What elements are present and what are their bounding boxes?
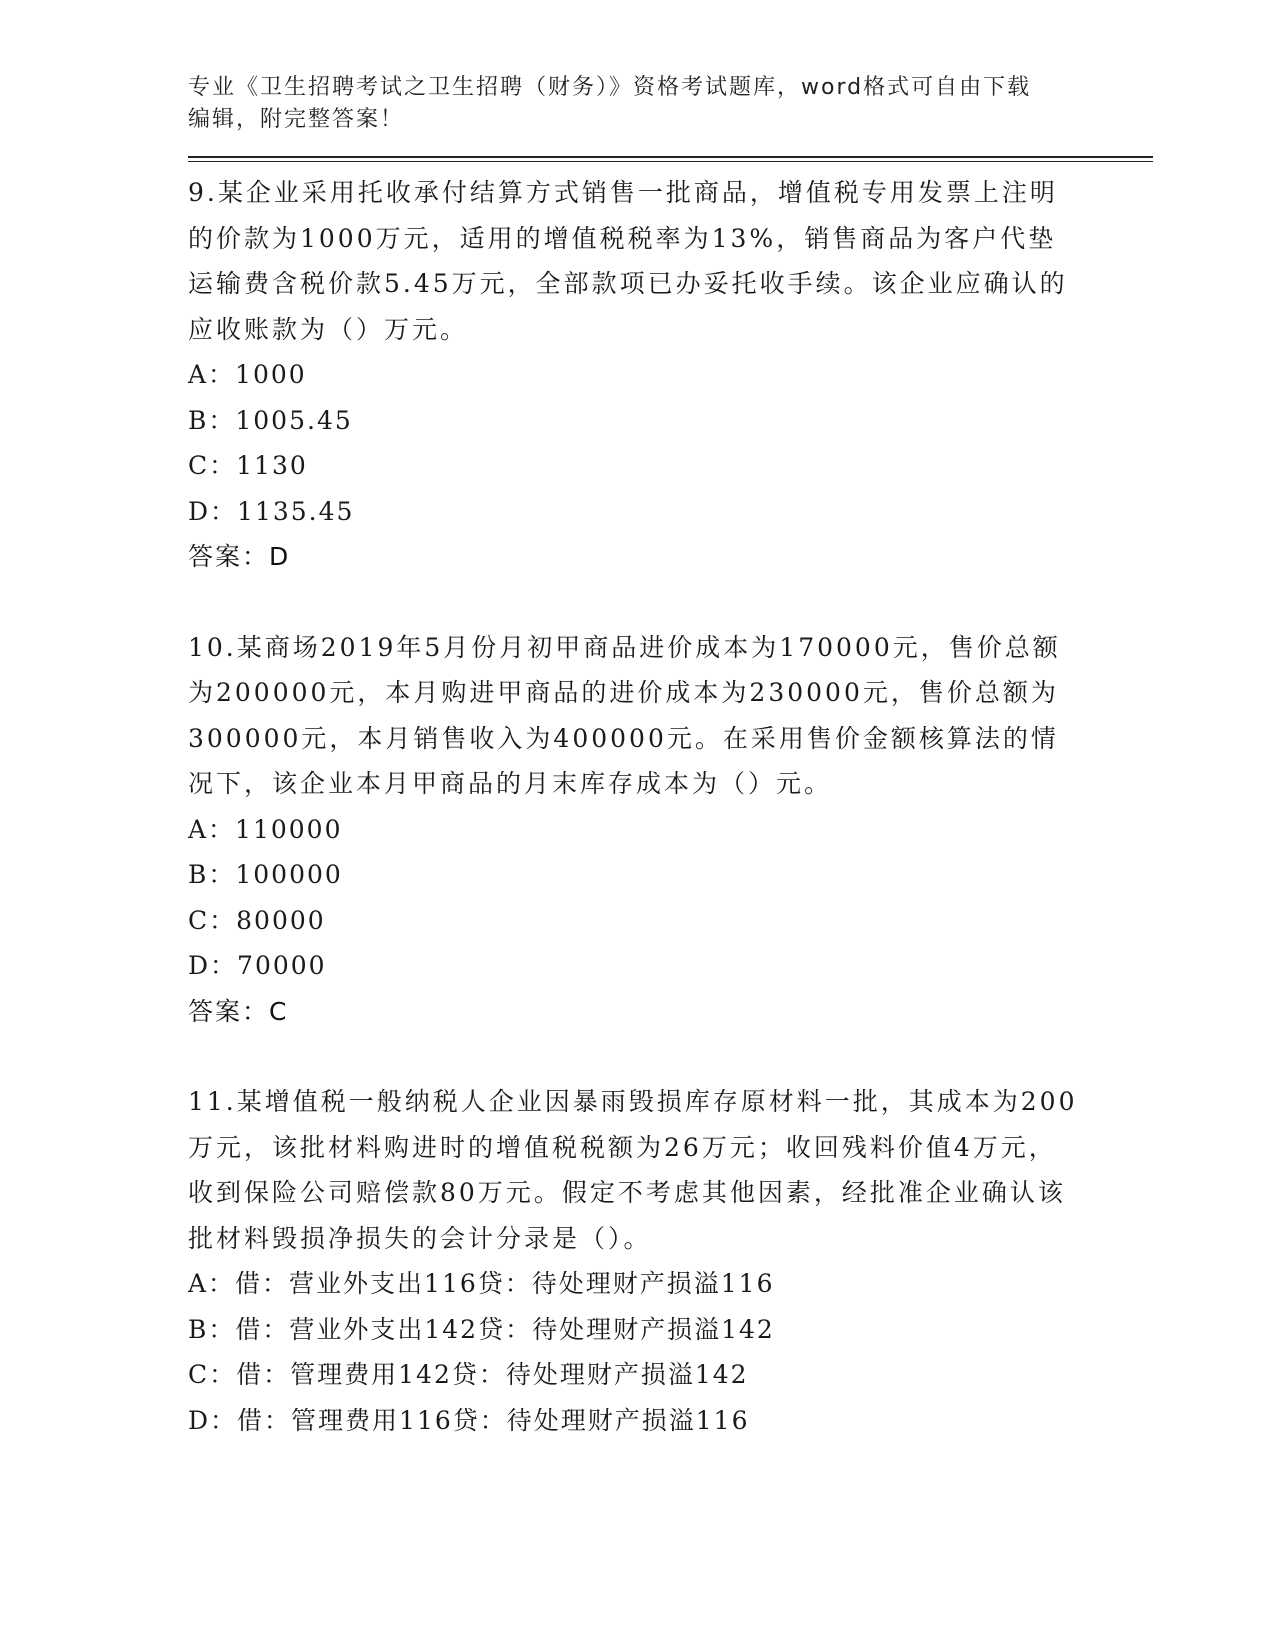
- header-line-2: 编辑，附完整答案！: [188, 107, 405, 132]
- option-c: C：80000: [188, 905, 326, 935]
- spacer: [188, 580, 1148, 625]
- option-a: A：1000: [188, 360, 307, 389]
- option-a: A：借：营业外支出116贷：待处理财产损溢116: [188, 1269, 775, 1298]
- option-c: C：借：管理费用142贷：待处理财产损溢142: [188, 1360, 749, 1389]
- question-stem: 9.某企业采用托收承付结算方式销售一批商品，增值税专用发票上注明的价款为1000万元，适用的增值税税率为13%，销售商品为客户代垫运输费含税价款5.45万元，全部款项已办妥托收手续。该企业应确认的应收账款为（）万元。: [188, 178, 1068, 344]
- question-stem: 11.某增值税一般纳税人企业因暴雨毁损库存原材料一批，其成本为200万元，该批材料购进时的增值税税额为26万元；收回残料价值4万元，收到保险公司赔偿款80万元。假定不考虑其他因素，经批准企业确认该批材料毁损净损失的会计分录是（）。: [188, 1087, 1078, 1253]
- answer: 答案：C: [188, 996, 289, 1026]
- option-d: D：70000: [188, 951, 327, 980]
- option-c: C：1130: [188, 451, 308, 480]
- question-10: [188, 625, 1148, 1035]
- option-b: B：借：营业外支出142贷：待处理财产损溢142: [188, 1314, 775, 1344]
- question-stem: 10.某商场2019年5月份月初甲商品进价成本为170000元，售价总额为200000元，本月购进甲商品的进价成本为230000元，售价总额为300000元，本月销售收入为400000元。在采用售价金额核算法的情况下，该企业本月甲商品的月末库存成本为（）元。: [188, 632, 1061, 798]
- option-d: D：1135.45: [188, 496, 355, 526]
- option-b: B：1005.45: [188, 405, 353, 435]
- document-header: [188, 72, 1068, 136]
- question-9: [188, 170, 1148, 580]
- answer: 答案：D: [188, 542, 291, 571]
- spacer: [188, 1034, 1148, 1079]
- option-b: B：100000: [188, 860, 343, 889]
- option-a: A：110000: [188, 814, 343, 844]
- header-line-1: 专业《卫生招聘考试之卫生招聘（财务）》资格考试题库，word格式可自由下载: [188, 75, 1032, 100]
- document-page: [188, 72, 1148, 1443]
- option-d: D：借：管理费用116贷：待处理财产损溢116: [188, 1405, 750, 1435]
- header-divider: [188, 156, 1153, 162]
- question-11: [188, 1079, 1148, 1443]
